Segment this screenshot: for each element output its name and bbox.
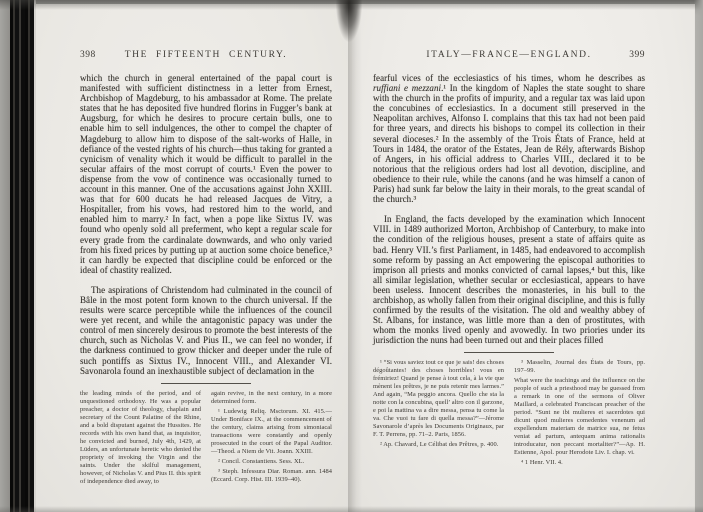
footnote-rule: [464, 352, 554, 353]
scan-edge-bottom: [0, 506, 703, 512]
scan-edge-top: [0, 0, 703, 10]
footnote-paragraph: ² Concil. Constantiens. Sess. XL.: [218, 457, 305, 465]
page-number-right: 399: [629, 50, 645, 60]
footnotes-left: [80, 390, 332, 488]
footnote-paragraph: ¹ Ludewig Reliq. Msctorum. XI. 415.—Under Boniface IX., at the commencement of the century, claims arising from simoniacal transactions were constantly and openly prosecuted in the court of the Papal Auditor.—Theod. a Niem de Vit. Joann. XXIII.: [211, 407, 332, 455]
footnote-paragraph: again revive, in the next century, in a more determined form.: [211, 389, 332, 405]
running-title-right: ITALY—FRANCE—ENGLAND.: [426, 50, 592, 60]
scan-edge-right: [694, 0, 703, 512]
footnote-column: [373, 359, 504, 469]
footnote-paragraph: ³ Steph. Infessura Diar. Roman. ann. 1484 (Eccard. Corp. Hist. III. 1939–40).: [211, 467, 332, 483]
footnote-paragraph: ² Ap. Chavard, Le Célibat des Prêtres, p. 400.: [380, 441, 499, 449]
footnote-column: [80, 390, 201, 488]
paragraph-text: .¹ In the kingdom of Naples the state sought to share with the church in the profits of impurity, and a regular tax was laid upon the concubines of ecclesiastics. In a document still preserved in the Neapolitan archives, Alfonso I. complains that this tax had not been paid for three years, and directs his bishops to compel its collection in their several dioceses.² In the assembly of the Trois États of France, held at Tours in 1484, the orator of the Estates, Jean de Rély, afterwards Bishop of Angers, in his official address to Charles VIII., declared it to be notorious that the religious orders had lost all devotion, discipline, and obedience to their rule, while the canons (and he was himself a canon of Paris) had sunk far below the laity in their morals, to the great scandal of the church.³: [373, 83, 645, 205]
paragraph-text: fearful vices of the ecclesiastics of his times, whom he describes as: [373, 73, 645, 83]
paragraph: which the church in general entertained of the papal court is manifested with sufficient distinctness in a letter from Ernest, Archbishop of Magdeburg, to his ambassador at Rome. The prelate states that he has deposited five hundred florins in Fugger’s bank at Augsburg, for which he desires to procure certain bulls, one to enable him to sell indulgences, the other to compel the chapter of Magdeburg to allow him to dispose of the salt-works of Halle, in defiance of the vested rights of his church—thus taking for granted a cynicism of venality which it would be difficult to parallel in the secular affairs of the most corrupt of courts.¹ Even the power to dispense from the vow of continence was occasionally turned to account in this manner. One of the accusations against John XXIII. was that for 600 ducats he had released Jacques de Vitry, a Hospitaller, from his vows, had restored him to the world, and enabled him to marry.² In fact, when a pope like Sixtus IV. was found who openly sold all preferment, who kept a regular scale for every grade from the cardinalate downwards, and who only varied from his fixed prices by putting up at auction some choice benefice,³ it can hardly be expected that discipline could be enforced or the ideal of chastity realized.: [80, 73, 332, 275]
footnote-paragraph: ⁴ 1 Henr. VII. 4.: [521, 459, 563, 467]
page-gutter-shadow: [348, 0, 362, 512]
paragraph: In England, the facts developed by the examination which Innocent VIII. in 1489 authorized Morton, Archbishop of Canterbury, to make into the condition of the religious houses, present a state of affairs quite as bad. Henry VII.’s first Parliament, in 1485, had endeavored to accomplish some reform by passing an Act empowering the episcopal authorities to imprison all priests and monks convicted of carnal lapses,⁴ but this, like all similar legislation, whether secular or ecclesiastical, appears to have been useless. Innocent describes the monasteries, in his bull to the archbishop, as wholly fallen from their original discipline, and this is fully confirmed by the results of the visitation. The old and wealthy abbey of St. Albans, for instance, was little more than a den of prostitutes, with whom the monks lived openly and avowedly. In two priories under its jurisdiction the nuns had been turned out and their places filled: [373, 214, 645, 346]
footnote-paragraph: ³ Masselin, Journal des États de Tours, pp. 197–99.: [514, 359, 645, 375]
page-right: [352, 4, 695, 512]
footnote-paragraph: the leading minds of the period, and of unquestioned orthodoxy. He was a popular preacher, a doctor of theology, chaplain and secretary of the Count Palatine of the Rhine, and a bold disputant against the Hussites. He records with his own hand that, as inquisitor, he convicted and burned, July 4th, 1429, at Lüders, an unfortunate heretic who denied the propriety of invoking the Virgin and the saints. Under the skilful management, however, of Nicholas V. and Pius II. this spirit of independence died away, to: [80, 389, 201, 485]
running-head-right: [373, 50, 645, 60]
running-head-left: [80, 50, 332, 60]
footnote-column: [211, 390, 332, 488]
footnote-rule: [161, 383, 251, 384]
paragraph: [373, 73, 645, 204]
book-left-edge: [10, 0, 36, 512]
running-title-left: THE FIFTEENTH CENTURY.: [124, 50, 288, 60]
page-number-left: 398: [80, 50, 96, 60]
footnotes-right: [373, 359, 645, 469]
footnote-paragraph: ¹ “Si vous saviez tout ce que je sais! des choses dégoûtantes! des choses horribles! vous en frémiriez! Quand je pense à tout cela, à la vie que mènent les prêtres, je ne puis retenir mes larmes.” And again, “Ma peggio ancora. Quello che sta la notte con la concubina, quell’ altro con il garzone, e poi la mattina va a dire messa, pensa tu come la va. Che vuoi tu fare di quella messa?”—Jérome Savonarole d’après les Documents Originaux, par F. T. Perrens, pp. 71–2. Paris, 1856.: [373, 359, 504, 439]
footnote-column: [514, 359, 645, 469]
page-left: [36, 4, 352, 512]
italic-phrase: ruffiani e mezzani: [373, 83, 442, 94]
paragraph: The aspirations of Christendom had culminated in the council of Bâle in the most potent form known to the church universal. If the results were scarce perceptible while the influences of the council were yet recent, and while the antagonistic papacy was under the control of men sincerely desirous to promote the best interests of the church, such as Nicholas V. and Pius II., we can feel no wonder, if the darkness continued to grow thicker and deeper under the rule of such pontiffs as Sixtus IV., Innocent VIII., and Alexander VI. Savonarola found an inexhaustible subject of declamation in the: [80, 284, 332, 376]
footnote-paragraph: What were the teachings and the influence on the people of such a priesthood may be guessed from a remark in one of the sermons of Oliver Maillard, a celebrated Franciscan preacher of the period. “Sunt ne ibi mulieres et sacerdotes qui dicunt quod mulieres comedentes venenum ad expellendum materiam de matrice sua, ne fetus veniat ad partum, antequam anima rationalis introducatur, non peccant mortaliter?”—Ap. H. Estienne, Apol. pour Herodote Liv. I. chap. vi.: [514, 377, 645, 457]
